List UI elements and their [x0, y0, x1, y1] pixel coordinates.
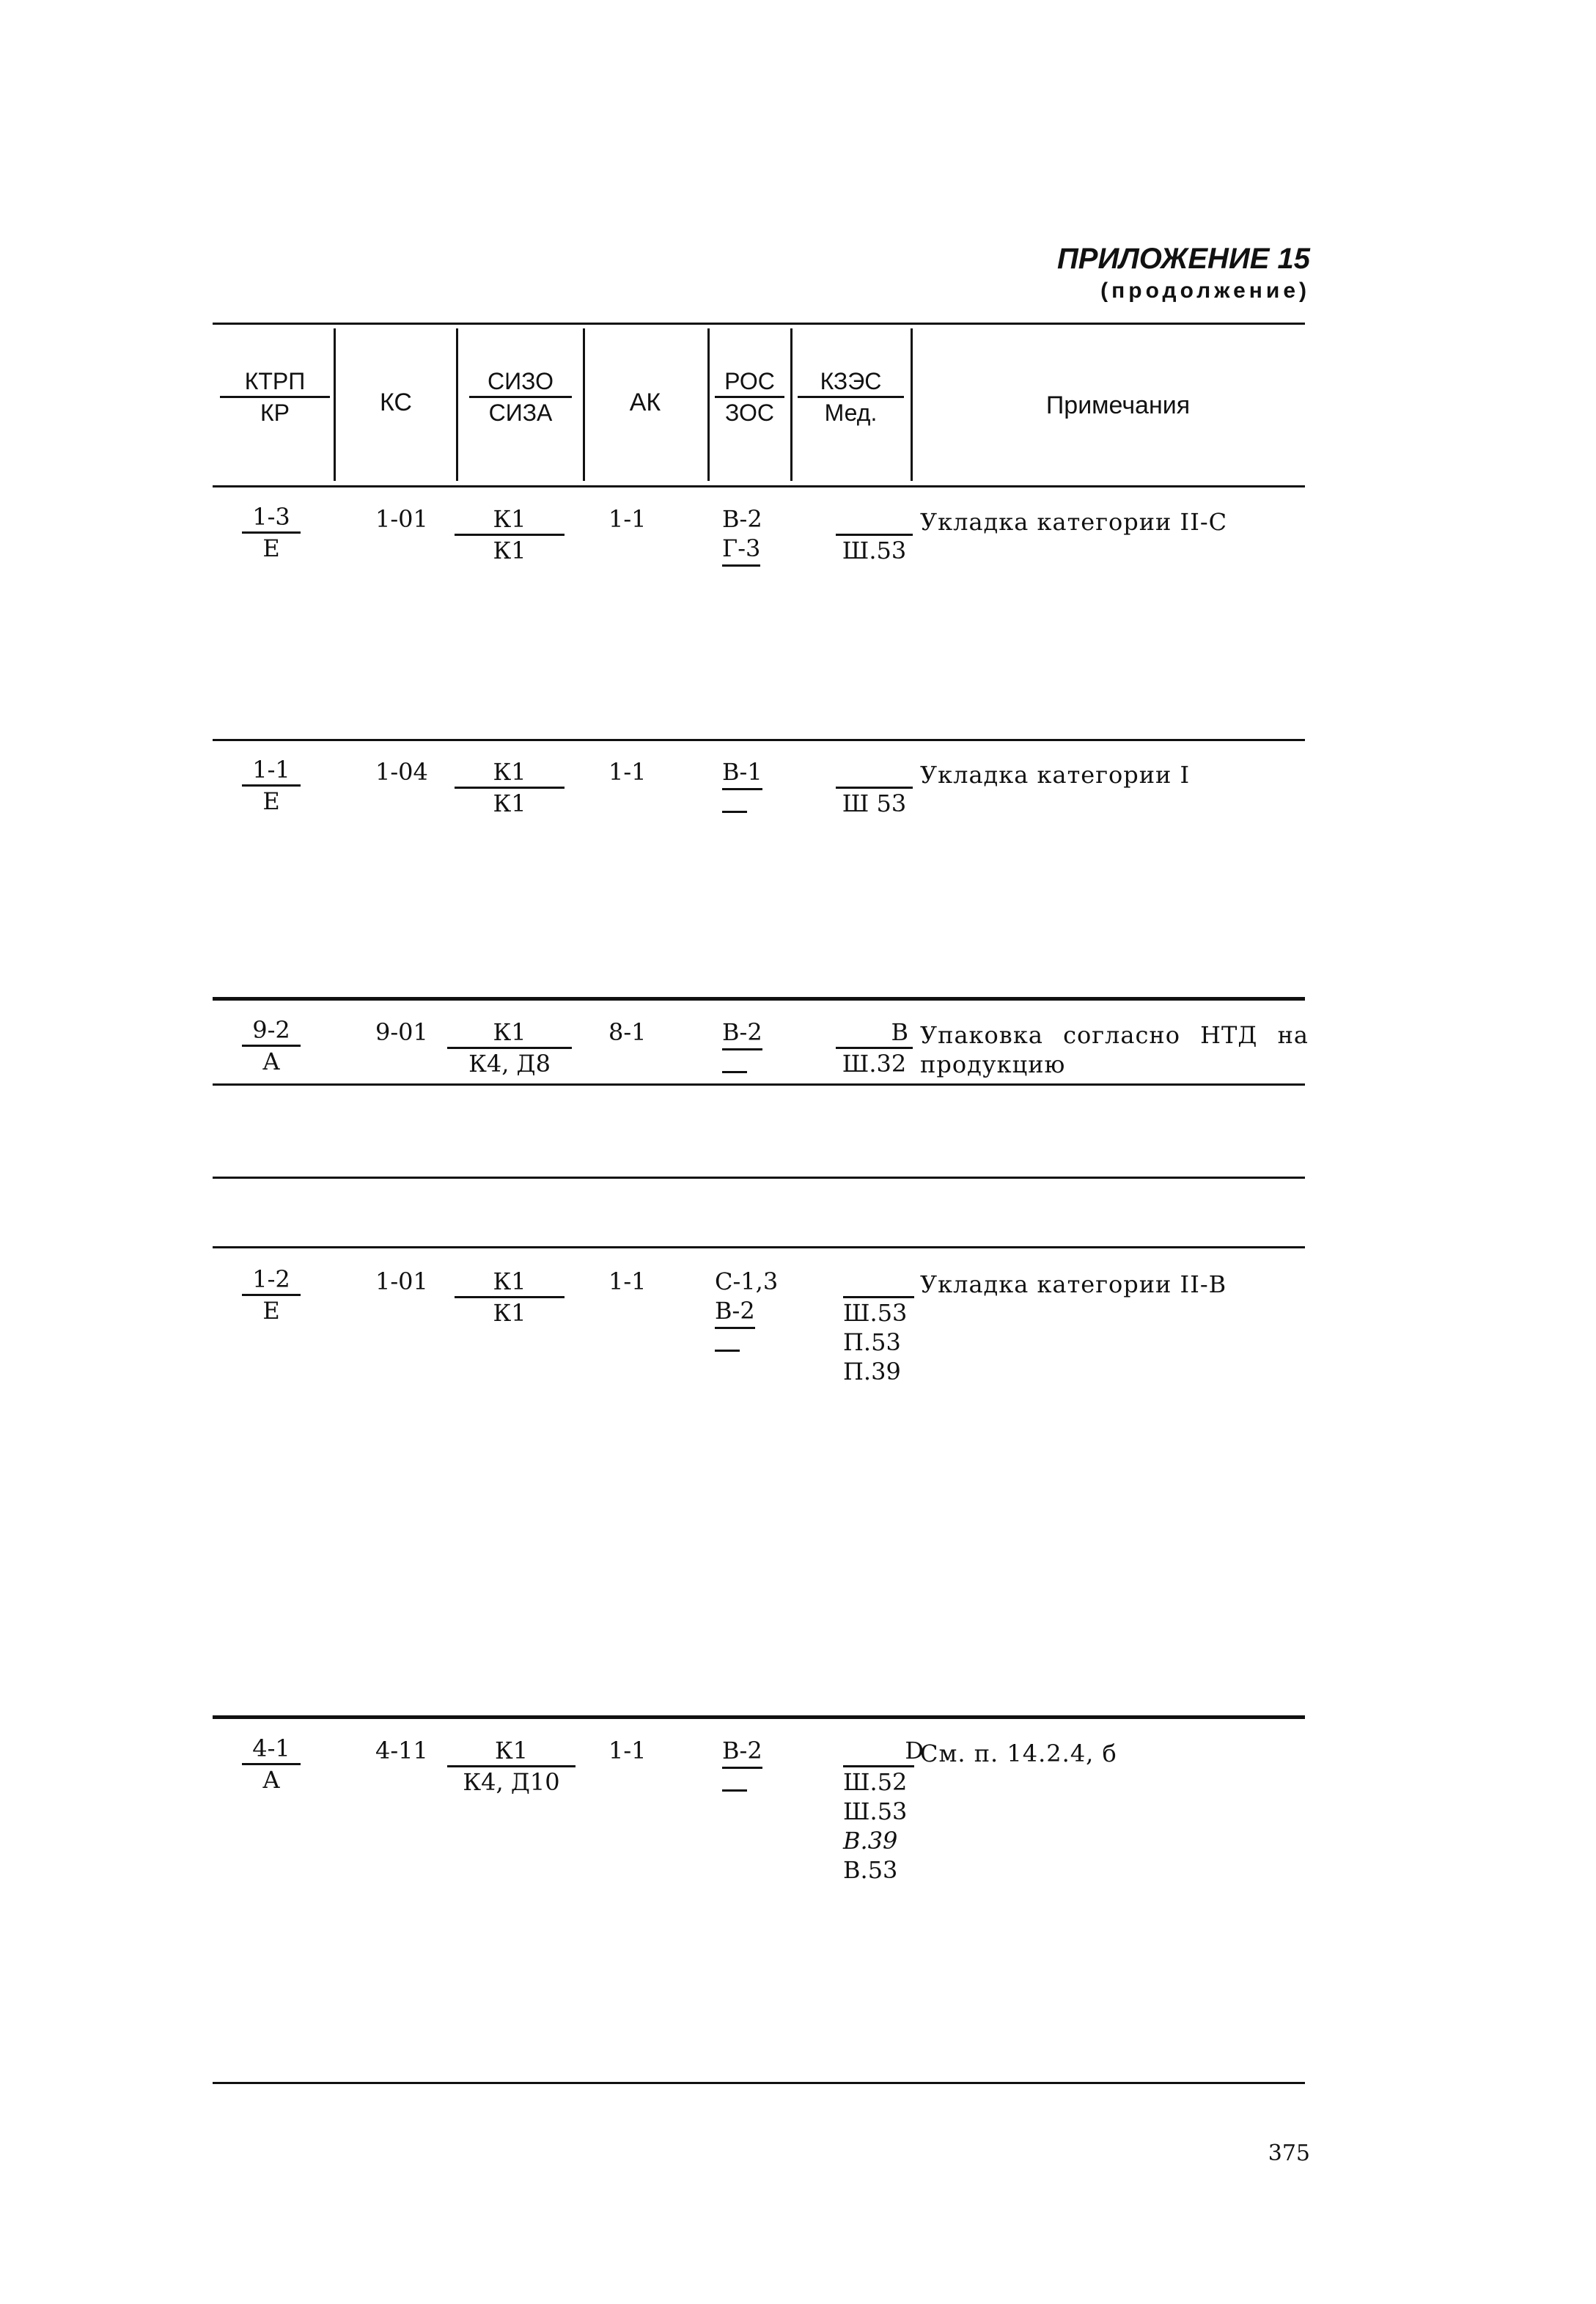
table-row-3-ak: 8-1 — [608, 1018, 647, 1046]
table-row-1-ktrp: 1-3 Е — [242, 502, 301, 563]
table-row-5-ak: 1-1 — [608, 1737, 647, 1764]
empty-dash — [715, 1350, 740, 1352]
table-row-2-ros: В-1 — [722, 757, 762, 820]
table-row-2-note: Укладка категории I — [920, 761, 1191, 789]
header-notes: Примечания — [1045, 391, 1191, 419]
column-divider — [911, 328, 913, 481]
table-row-2-ktrp: 1-1 Е — [242, 755, 301, 816]
table-row-5-kzes: D Ш.52 Ш.53 В.39 В.53 — [843, 1737, 924, 1884]
table-row-1-note: Укладка категории II-С — [920, 508, 1228, 536]
row-separator — [213, 1715, 1305, 1719]
table-row-2-ak: 1-1 — [608, 758, 647, 786]
header-ros-zos — [715, 367, 784, 427]
column-divider — [583, 328, 585, 481]
table-row-5-note: См. п. 14.2.4, б — [920, 1740, 1117, 1767]
header-top-rule — [213, 323, 1305, 325]
table-row-3-sizo: К1 К4, Д8 — [447, 1017, 572, 1078]
table-row-4-ak: 1-1 — [608, 1267, 647, 1295]
appendix-subtitle: (продолжение) — [1100, 279, 1310, 303]
table-row-1-kzes: Ш.53 — [836, 504, 913, 565]
table-row-3-ktrp: 9-2 А — [242, 1015, 301, 1076]
empty-dash — [722, 1071, 747, 1073]
table-row-5-ros: В-2 — [722, 1736, 762, 1798]
table-row-4-note: Укладка категории II-В — [920, 1270, 1227, 1298]
header-ks: КС — [380, 389, 412, 416]
header-kr: КР — [260, 400, 290, 426]
column-divider — [707, 328, 710, 481]
column-divider — [456, 328, 458, 481]
header-zos: ЗОС — [725, 400, 774, 426]
table-row-2-kzes: Ш 53 — [836, 757, 913, 818]
empty-dash — [722, 811, 747, 813]
table-row-5-ks: 4-11 — [375, 1737, 428, 1764]
table-row-3-note: Упаковка согласно НТД на продукцию — [920, 1021, 1309, 1078]
column-divider — [334, 328, 336, 481]
empty-dash — [722, 1789, 747, 1792]
table-row-3-kzes: В Ш.32 — [836, 1017, 913, 1078]
table-row-1-ak: 1-1 — [608, 505, 647, 533]
table-row-2-ks: 1-04 — [375, 758, 428, 786]
page-number: 375 — [1268, 2141, 1310, 2166]
table-row-1-ks: 1-01 — [375, 505, 428, 533]
row-separator — [213, 1083, 1305, 1086]
header-sizo-siza — [469, 367, 572, 427]
header-bottom-rule — [213, 485, 1305, 487]
header-kzes-med — [798, 367, 904, 427]
header-siza: СИЗА — [488, 400, 553, 426]
row-separator — [213, 1177, 1305, 1179]
row-separator — [213, 1246, 1305, 1248]
appendix-title: ПРИЛОЖЕНИЕ 15 — [1057, 243, 1310, 275]
header-sizo: СИЗО — [469, 367, 572, 398]
table-row-4-sizo: К1 К1 — [455, 1267, 565, 1328]
table-row-5-ktrp: 4-1 А — [242, 1734, 301, 1795]
table-row-2-sizo: К1 К1 — [455, 757, 565, 818]
table-row-3-ros: В-2 — [722, 1017, 762, 1080]
table-row-4-ros: С-1,3 В-2 — [715, 1267, 778, 1358]
header-kzes: КЗЭС — [798, 367, 904, 398]
header-ktrp-kr — [220, 367, 330, 427]
table-bottom-rule — [213, 2082, 1305, 2084]
table-row-1-sizo: К1 К1 — [455, 504, 565, 565]
table-row-4-ktrp: 1-2 Е — [242, 1265, 301, 1325]
row-separator — [213, 739, 1305, 741]
table-row-4-ks: 1-01 — [375, 1267, 428, 1295]
header-med: Мед. — [824, 400, 878, 426]
header-ros: РОС — [715, 367, 784, 398]
column-divider — [790, 328, 793, 481]
table-row-1-ros: В-2 Г-3 — [722, 504, 762, 567]
header-ak: АК — [629, 389, 661, 416]
row-separator — [213, 997, 1305, 1001]
table-row-3-ks: 9-01 — [375, 1018, 428, 1046]
table-row-4-kzes: Ш.53 П.53 П.39 — [843, 1267, 914, 1386]
header-ktrp: КТРП — [220, 367, 330, 398]
table-row-5-sizo: К1 К4, Д10 — [447, 1736, 575, 1797]
